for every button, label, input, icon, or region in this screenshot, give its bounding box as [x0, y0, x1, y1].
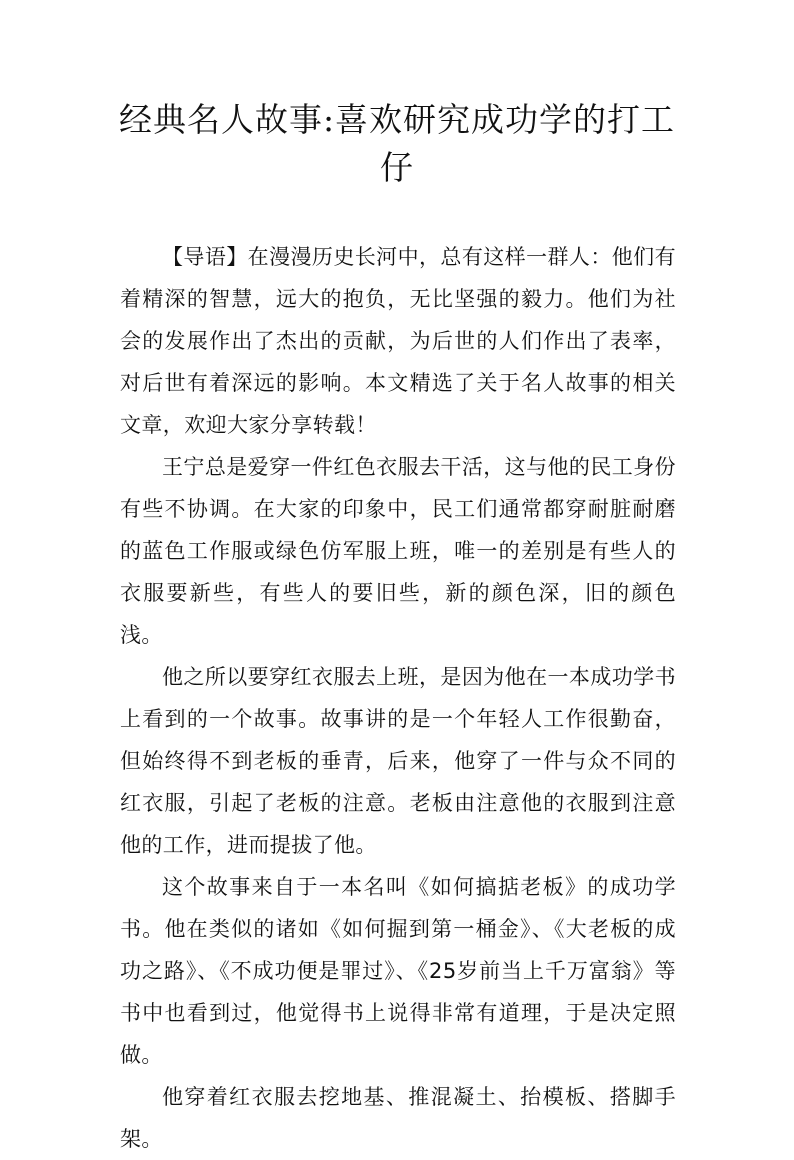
- body-paragraph: 他之所以要穿红衣服去上班，是因为他在一本成功学书上看到的一个故事。故事讲的是一个年轻人工作很勤奋，但始终得不到老板的垂青，后来，他穿了一件与众不同的红衣服，引起了老板的注意。老板由注意他的衣服到注意他的工作，进而提拔了他。: [120, 665, 676, 857]
- intro-paragraph: 【导语】在漫漫历史长河中，总有这样一群人：他们有着精深的智慧，远大的抱负，无比坚强的毅力。他们为社会的发展作出了杰出的贡献，为后世的人们作出了表率，对后世有着深远的影响。本文精选了关于名人故事的相关文章，欢迎大家分享转载！: [120, 245, 676, 437]
- body-paragraph: 这个故事来自于一本名叫《如何搞掂老板》的成功学书。他在类似的诸如《如何掘到第一桶金》、《大老板的成功之路》、《不成功便是罪过》、《25岁前当上千万富翁》等书中也看到过，他觉得书上说得非常有道理，于是决定照做。: [120, 875, 676, 1067]
- body-paragraph: 王宁总是爱穿一件红色衣服去干活，这与他的民工身份有些不协调。在大家的印象中，民工们通常都穿耐脏耐磨的蓝色工作服或绿色仿军服上班，唯一的差别是有些人的衣服要新些，有些人的要旧些，新的颜色深，旧的颜色浅。: [120, 455, 676, 647]
- document-body: [120, 236, 676, 1160]
- document-title: 经典名人故事:喜欢研究成功学的打工仔: [118, 100, 676, 187]
- body-paragraph: 他穿着红衣服去挖地基、推混凝土、抬模板、搭脚手架。: [120, 1085, 676, 1151]
